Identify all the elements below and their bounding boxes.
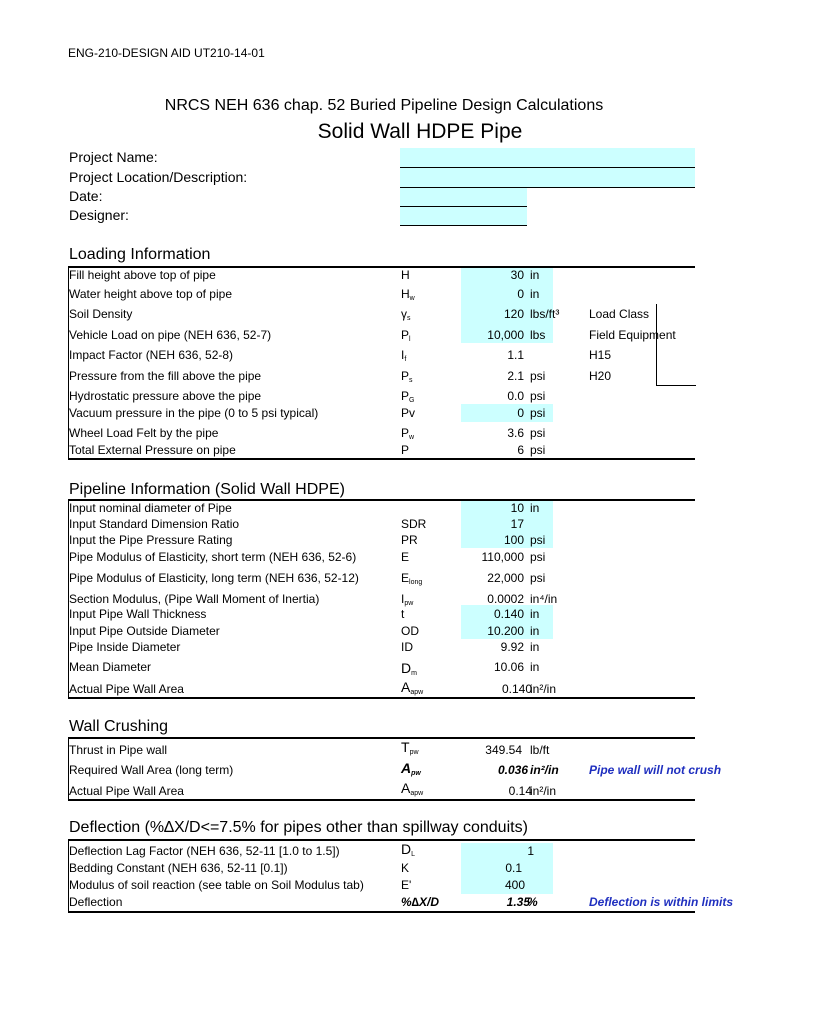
row-description: Fill height above top of pipe — [69, 268, 216, 282]
vehicle-load-input[interactable]: 10,000 — [487, 328, 524, 342]
project-location-field[interactable] — [400, 168, 695, 188]
row-symbol: $I_{pw}$ — [401, 592, 414, 607]
row-description: Wheel Load Felt by the pipe — [69, 426, 219, 440]
row-unit: in⁴/in — [530, 592, 558, 606]
row-symbol: $H_w$ — [401, 287, 415, 302]
row-description: Required Wall Area (long term) — [69, 763, 234, 777]
row-value: 6 — [517, 443, 524, 457]
row-description: Hydrostatic pressure above the pipe — [69, 389, 262, 403]
nominal-diameter-input[interactable]: 10 — [510, 501, 524, 515]
row-unit: in²/in — [530, 682, 557, 696]
load-class-rule — [656, 385, 696, 386]
loading-section-title: Loading Information — [69, 246, 211, 263]
row-symbol: PR — [401, 533, 418, 547]
crushing-table — [68, 737, 722, 803]
row-unit: lb/ft — [530, 743, 550, 757]
page-title: NRCS NEH 636 chap. 52 Buried Pipeline Design Calculations — [164, 97, 604, 114]
row-unit: in²/in — [530, 763, 559, 777]
vacuum-pressure-input[interactable]: 0 — [517, 406, 524, 420]
row-description: Input Pipe Outside Diameter — [69, 624, 220, 638]
fill-height-input[interactable]: 30 — [510, 268, 524, 282]
deflection-status: Deflection is within limits — [589, 895, 734, 909]
row-description: Actual Pipe Wall Area — [69, 682, 184, 696]
row-symbol: $D_L$ — [401, 841, 416, 858]
row-description: Input Standard Dimension Ratio — [69, 517, 240, 531]
row-description: Water height above top of pipe — [69, 287, 232, 301]
row-value: 0.0002 — [487, 592, 524, 606]
row-description: Input the Pipe Pressure Rating — [69, 533, 233, 547]
row-symbol: E — [401, 550, 410, 564]
project-location-label: Project Location/Description: — [69, 169, 248, 185]
row-symbol: K — [401, 861, 410, 875]
row-description: Bedding Constant (NEH 636, 52-11 [0.1]) — [69, 861, 288, 875]
row-unit: psi — [530, 533, 546, 547]
row-value: 2.1 — [507, 369, 524, 383]
load-class-option[interactable]: H15 — [589, 348, 612, 362]
row-value: 0.14 — [508, 784, 532, 798]
row-description: Section Modulus, (Pipe Wall Moment of Inertia) — [69, 592, 320, 606]
row-description: Mean Diameter — [69, 660, 152, 674]
table-rule — [68, 799, 695, 801]
row-value: 349.54 — [485, 743, 522, 757]
row-value: 22,000 — [487, 571, 524, 585]
outside-diameter-input[interactable]: 10.200 — [487, 624, 524, 638]
row-symbol: $E_{long}$ — [401, 571, 423, 586]
pressure-rating-input[interactable]: 100 — [503, 533, 524, 547]
row-symbol: %∆X/D — [401, 895, 440, 909]
project-name-label: Project Name: — [69, 149, 158, 165]
bedding-constant-input[interactable]: 0.1 — [505, 861, 522, 875]
row-unit: in — [530, 624, 540, 638]
row-unit: in — [530, 501, 540, 515]
row-description: Input Pipe Wall Thickness — [69, 607, 207, 621]
row-value: 0.0 — [507, 389, 524, 403]
project-designer-label: Designer: — [69, 207, 129, 223]
row-symbol: Pv — [401, 406, 416, 420]
row-description: Vehicle Load on pipe (NEH 636, 52-7) — [69, 328, 272, 342]
row-unit: psi — [530, 550, 546, 564]
soil-density-input[interactable]: 120 — [503, 307, 524, 321]
row-unit: psi — [530, 571, 546, 585]
row-description: Deflection — [69, 895, 123, 909]
row-symbol: $P_w$ — [401, 426, 415, 441]
row-description: Total External Pressure on pipe — [69, 443, 236, 457]
row-symbol: $P_l$ — [401, 328, 411, 343]
row-unit: % — [527, 895, 538, 909]
row-value: 110,000 — [481, 550, 524, 564]
row-symbol: P — [401, 443, 410, 457]
crushing-section-title: Wall Crushing — [69, 718, 168, 735]
project-name-field[interactable] — [400, 148, 695, 168]
required-wall-area-value: 0.036 — [497, 763, 528, 777]
table-rule — [68, 737, 695, 739]
row-unit: psi — [530, 406, 546, 420]
wall-crush-status: Pipe wall will not crush — [589, 763, 722, 777]
row-value: 10.06 — [493, 660, 524, 674]
soil-modulus-input[interactable]: 400 — [504, 878, 525, 892]
row-description: Actual Pipe Wall Area — [69, 784, 184, 798]
loading-table — [68, 266, 695, 462]
row-symbol: $D_m$ — [401, 660, 417, 677]
row-symbol: $\gamma_s$ — [401, 307, 411, 322]
load-class-border — [656, 304, 657, 386]
load-class-option[interactable]: Field Equipment — [589, 328, 676, 342]
row-unit: in — [530, 660, 540, 674]
row-symbol: SDR — [401, 517, 427, 531]
row-value: 3.6 — [507, 426, 524, 440]
document-id: ENG-210-DESIGN AID UT210-14-01 — [68, 46, 265, 60]
row-description: Modulus of soil reaction (see table on Soil Modulus tab) — [69, 878, 364, 892]
row-unit: in — [530, 607, 540, 621]
pipeline-table — [68, 499, 695, 701]
row-symbol: $P_s$ — [401, 369, 413, 384]
row-symbol: t — [401, 607, 405, 621]
row-unit: in²/in — [530, 784, 557, 798]
table-rule — [68, 911, 695, 913]
project-date-label: Date: — [69, 188, 103, 204]
row-description: Soil Density — [69, 307, 133, 321]
deflection-lag-input[interactable]: 1 — [527, 844, 534, 858]
project-date-field[interactable] — [400, 188, 527, 207]
water-height-input[interactable]: 0 — [517, 287, 524, 301]
row-symbol: $I_f$ — [401, 348, 407, 363]
row-unit: in — [530, 287, 540, 301]
row-symbol: E' — [401, 878, 412, 892]
row-description: Pipe Modulus of Elasticity, long term (NEH 636, 52-12) — [69, 571, 359, 585]
row-symbol: $A_{apw}$ — [401, 679, 424, 696]
row-description: Thrust in Pipe wall — [69, 743, 168, 757]
row-symbol: H — [401, 268, 410, 282]
row-unit: in — [530, 268, 540, 282]
row-description: Vacuum pressure in the pipe (0 to 5 psi typical) — [69, 406, 319, 420]
page-subtitle: Solid Wall HDPE Pipe — [317, 120, 523, 143]
row-symbol: $T_{pw}$ — [401, 739, 419, 756]
row-symbol: ID — [401, 640, 413, 654]
row-description: Pipe Inside Diameter — [69, 640, 181, 654]
row-symbol: $A_{apw}$ — [401, 780, 424, 797]
row-unit: lbs/ft³ — [530, 307, 560, 321]
row-unit: in — [530, 640, 540, 654]
row-unit: lbs — [530, 328, 546, 342]
load-class-header: Load Class — [589, 307, 650, 321]
row-unit: psi — [530, 369, 546, 383]
deflection-value: 1.35 — [506, 895, 530, 909]
load-class-option[interactable]: H20 — [589, 369, 612, 383]
deflection-table — [68, 839, 734, 915]
table-rule — [68, 458, 695, 460]
table-rule — [68, 697, 695, 699]
row-unit: psi — [530, 443, 546, 457]
row-symbol: OD — [401, 624, 419, 638]
row-description: Pipe Modulus of Elasticity, short term (NEH 636, 52-6) — [69, 550, 357, 564]
wall-thickness-input[interactable]: 0.140 — [493, 607, 524, 621]
pipeline-section-title: Pipeline Information (Solid Wall HDPE) — [69, 481, 345, 498]
row-value: 0.140 — [501, 682, 532, 696]
sdr-input[interactable]: 17 — [510, 517, 524, 531]
row-description: Impact Factor (NEH 636, 52-8) — [69, 348, 234, 362]
row-value: 9.92 — [500, 640, 524, 654]
row-description: Input nominal diameter of Pipe — [69, 501, 232, 515]
row-symbol: $P_G$ — [401, 389, 415, 404]
row-symbol: $A_{pw}$ — [401, 760, 421, 777]
row-unit: psi — [530, 426, 546, 440]
deflection-section-title: Deflection (%∆X/D<=7.5% for pipes other than spillway conduits) — [69, 819, 528, 836]
row-description: Deflection Lag Factor (NEH 636, 52-11 [1.0 to 1.5]) — [69, 844, 340, 858]
row-description: Pressure from the fill above the pipe — [69, 369, 262, 383]
row-value: 1.1 — [507, 348, 524, 362]
project-designer-field[interactable] — [400, 207, 527, 226]
table-rule — [68, 839, 695, 841]
row-unit: psi — [530, 389, 546, 403]
